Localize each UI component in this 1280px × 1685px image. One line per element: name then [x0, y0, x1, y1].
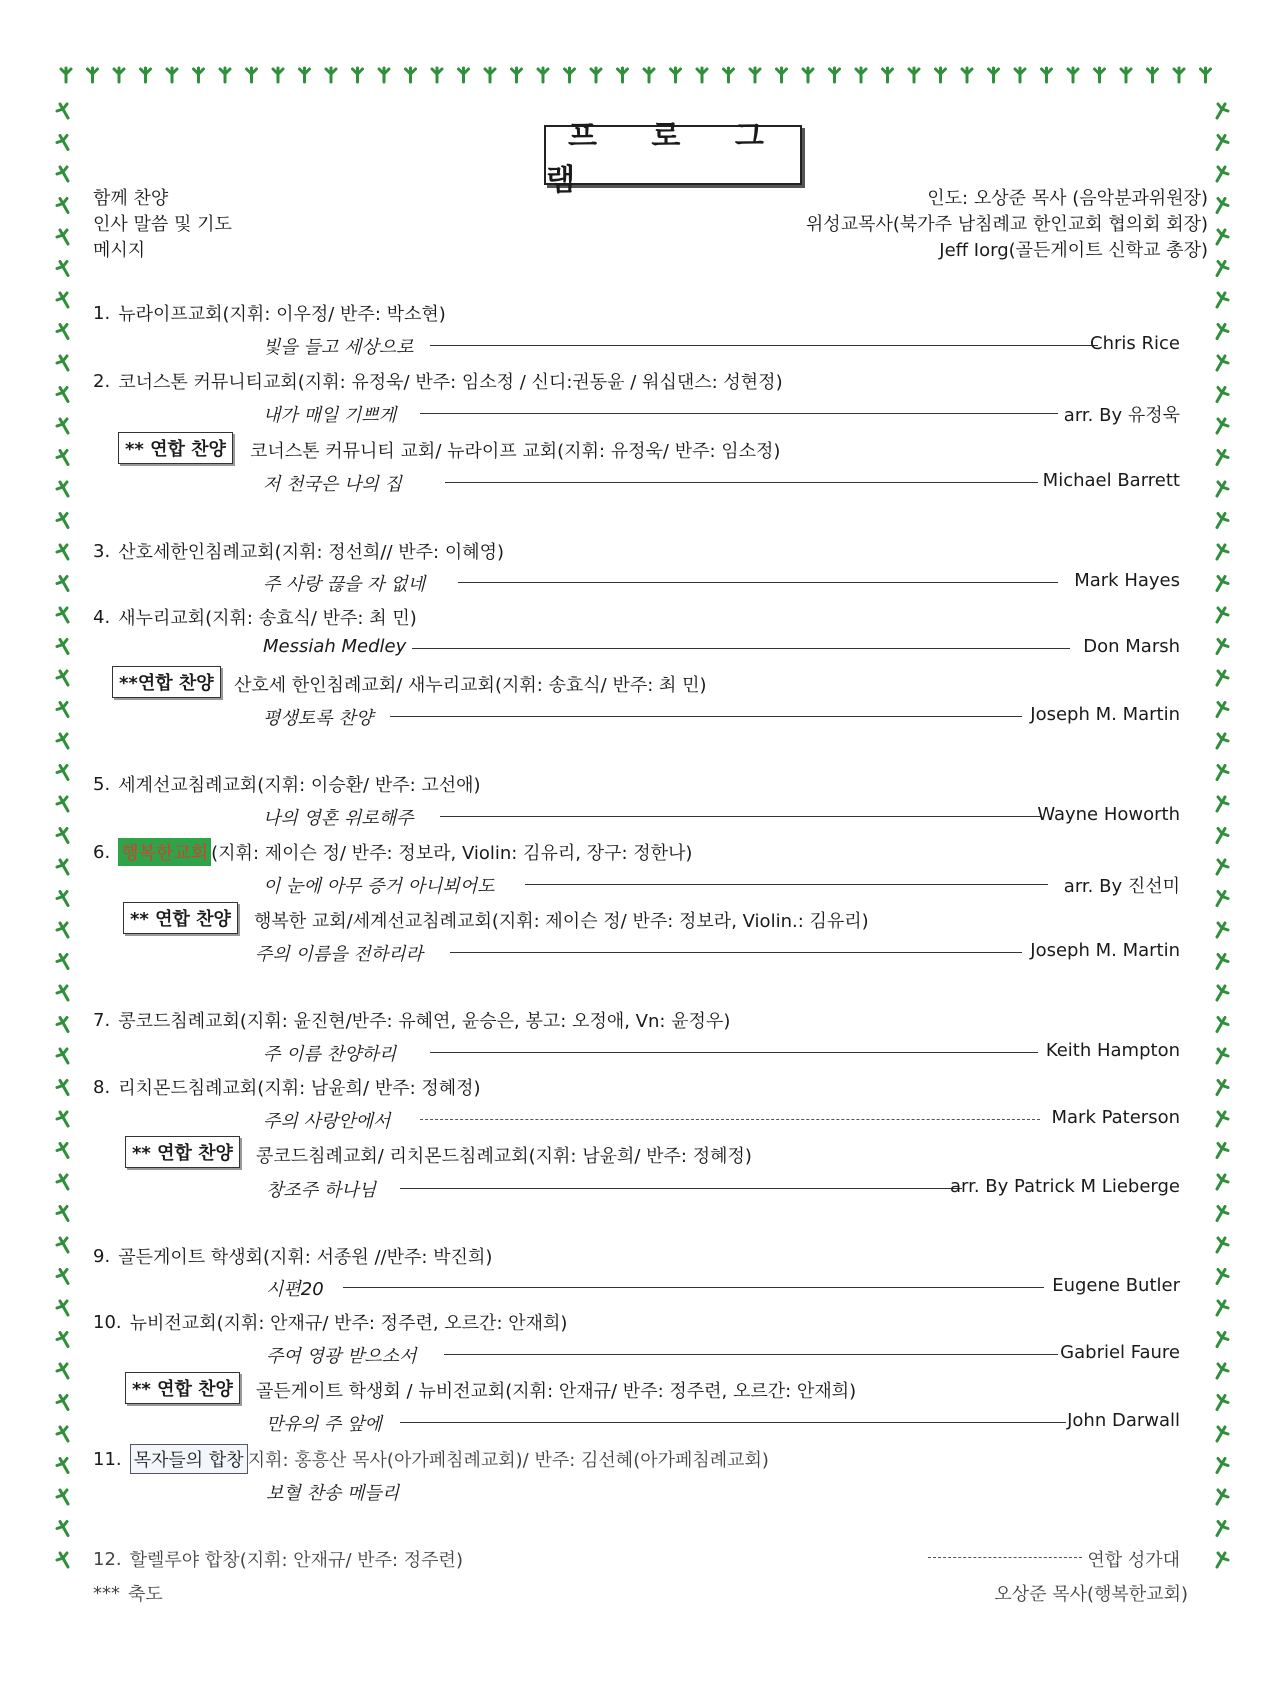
- vine-sprig-icon: [61, 68, 71, 82]
- vine-sprig-icon: [57, 1081, 68, 1095]
- vine-sprig-icon: [485, 68, 495, 82]
- song-title: 만유의 주 앞에: [266, 1414, 382, 1435]
- song-title: 보혈 찬송 메들리: [266, 1483, 400, 1504]
- vine-sprig-icon: [57, 797, 68, 811]
- leader-line: [928, 1557, 1082, 1558]
- vine-sprig-icon: [432, 68, 442, 82]
- vine-sprig-icon: [57, 451, 68, 465]
- vine-sprig-icon: [459, 68, 469, 82]
- vine-sprig-icon: [830, 68, 840, 82]
- entry-performer: 뉴라이프교회(지휘: 이우정/ 반주: 박소현): [118, 304, 446, 325]
- vine-sprig-icon: [406, 68, 416, 82]
- vine-sprig-icon: [57, 734, 68, 748]
- vine-sprig-icon: [57, 1333, 68, 1347]
- entry-performer: 골든게이트 학생회(지휘: 서종원 //반주: 박진희): [118, 1247, 493, 1268]
- vine-sprig-icon: [167, 68, 177, 82]
- vine-sprig-icon: [57, 1459, 68, 1473]
- vine-sprig-icon: [379, 68, 389, 82]
- entry-number: 2.: [93, 370, 111, 392]
- entry-performer: 리치몬드침례교회(지휘: 남윤희/ 반주: 정혜정): [118, 1078, 481, 1099]
- leader-line: [343, 1287, 1044, 1288]
- composer: Don Marsh: [1083, 636, 1180, 657]
- vine-sprig-icon: [57, 104, 68, 118]
- vine-sprig-icon: [1217, 1333, 1228, 1347]
- vine-sprig-icon: [1217, 230, 1228, 244]
- vine-sprig-icon: [57, 986, 68, 1000]
- vine-sprig-icon: [1095, 68, 1105, 82]
- vine-sprig-icon: [57, 577, 68, 591]
- left-vine-border: [52, 100, 82, 1600]
- vine-sprig-icon: [1217, 419, 1228, 433]
- vine-sprig-icon: [1217, 1490, 1228, 1504]
- vine-sprig-icon: [57, 388, 68, 402]
- entry-number: 4.: [93, 606, 111, 628]
- vine-sprig-icon: [57, 325, 68, 339]
- vine-sprig-icon: [1217, 671, 1228, 685]
- program-entry: [93, 1444, 769, 1474]
- vine-sprig-icon: [57, 1112, 68, 1126]
- vine-sprig-icon: [1068, 68, 1078, 82]
- vine-sprig-icon: [1217, 293, 1228, 307]
- song-title: 주 이름 찬양하리: [263, 1044, 397, 1065]
- vine-sprig-icon: [57, 545, 68, 559]
- program-entry: [93, 604, 417, 630]
- joint-praise-label: ** 연합 찬양: [118, 432, 233, 464]
- vine-sprig-icon: [57, 356, 68, 370]
- vine-sprig-icon: [1217, 892, 1228, 906]
- intro-leader: 인도: 오상준 목사 (음악분과위원장): [927, 188, 1208, 209]
- song-title: 저 천국은 나의 집: [263, 474, 402, 495]
- entry-number: 7.: [93, 1009, 111, 1031]
- vine-sprig-icon: [57, 1238, 68, 1252]
- vine-sprig-icon: [618, 68, 628, 82]
- program-entry: [93, 771, 481, 797]
- vine-sprig-icon: [141, 68, 151, 82]
- vine-sprig-icon: [57, 703, 68, 717]
- song-title: 이 눈에 아무 증거 아니뵈어도: [263, 876, 495, 897]
- program-entry: [93, 538, 504, 564]
- vine-sprig-icon: [57, 230, 68, 244]
- composer: Wayne Howorth: [1037, 804, 1180, 825]
- entry-performer: 산호세한인침례교회(지휘: 정선희// 반주: 이혜영): [118, 542, 505, 563]
- leader-line: [450, 952, 1022, 953]
- program-entry: [93, 1546, 463, 1572]
- vine-sprig-icon: [1148, 68, 1158, 82]
- vine-sprig-icon: [1217, 1238, 1228, 1252]
- leader-line: [525, 884, 1048, 885]
- composer: Joseph M. Martin: [1030, 940, 1180, 961]
- vine-sprig-icon: [909, 68, 919, 82]
- vine-sprig-icon: [353, 68, 363, 82]
- intro-leader: Jeff Iorg(골든게이트 신학교 총장): [939, 240, 1208, 261]
- vine-sprig-icon: [1217, 1301, 1228, 1315]
- vine-sprig-icon: [57, 167, 68, 181]
- intro-item: 인사 말씀 및 기도: [93, 214, 232, 235]
- right-vine-border: [1203, 100, 1233, 1600]
- vine-sprig-icon: [247, 68, 257, 82]
- vine-sprig-icon: [803, 68, 813, 82]
- vine-sprig-icon: [1217, 797, 1228, 811]
- joint-praise-text: 콩코드침례교회/ 리치몬드침례교회(지휘: 남윤희/ 반주: 정혜정): [256, 1146, 752, 1167]
- leader-line: [400, 1422, 1066, 1423]
- vine-sprig-icon: [57, 1144, 68, 1158]
- composer: Keith Hampton: [1045, 1040, 1180, 1061]
- intro-leaders: [806, 186, 1208, 264]
- vine-sprig-icon: [57, 955, 68, 969]
- entry-number: 5.: [93, 773, 111, 795]
- vine-sprig-icon: [1217, 860, 1228, 874]
- program-entry: [93, 1580, 163, 1606]
- vine-sprig-icon: [1042, 68, 1052, 82]
- vine-sprig-icon: [57, 1427, 68, 1441]
- composer: 오상준 목사(행복한교회): [994, 1584, 1188, 1605]
- entry-performer: 할렐루야 합창(지휘: 안재규/ 반주: 정주련): [129, 1550, 463, 1571]
- vine-sprig-icon: [1174, 68, 1184, 82]
- entry-number: ***: [93, 1582, 120, 1604]
- vine-sprig-icon: [1217, 1049, 1228, 1063]
- vine-sprig-icon: [962, 68, 972, 82]
- vine-sprig-icon: [1217, 829, 1228, 843]
- vine-sprig-icon: [1217, 1175, 1228, 1189]
- vine-sprig-icon: [1217, 1364, 1228, 1378]
- leader-line: [390, 716, 1022, 717]
- vine-sprig-icon: [326, 68, 336, 82]
- vine-sprig-icon: [57, 514, 68, 528]
- vine-sprig-icon: [57, 199, 68, 213]
- vine-sprig-icon: [1217, 1396, 1228, 1410]
- joint-praise-label: ** 연합 찬양: [123, 902, 238, 934]
- vine-sprig-icon: [1217, 1207, 1228, 1221]
- joint-praise-text: 산호세 한인침례교회/ 새누리교회(지휘: 송효식/ 반주: 최 민): [234, 675, 707, 696]
- leader-line: [420, 413, 1058, 414]
- song-title: 주의 이름을 전하리라: [255, 944, 423, 965]
- program-entry: [93, 838, 692, 866]
- church-highlight: 행복한교회: [118, 838, 211, 866]
- vine-sprig-icon: [1217, 482, 1228, 496]
- vine-sprig-icon: [1217, 545, 1228, 559]
- song-title: 주여 영광 받으소서: [266, 1346, 417, 1367]
- program-entry: [93, 1243, 492, 1269]
- vine-sprig-icon: [114, 68, 124, 82]
- vine-sprig-icon: [1217, 136, 1228, 150]
- program-entry: [93, 300, 446, 326]
- joint-praise-label: ** 연합 찬양: [125, 1136, 240, 1168]
- vine-sprig-icon: [724, 68, 734, 82]
- joint-praise-label: ** 연합 찬양: [125, 1372, 240, 1404]
- vine-sprig-icon: [697, 68, 707, 82]
- leader-line: [445, 482, 1038, 483]
- intro-items: [93, 186, 232, 264]
- vine-sprig-icon: [57, 136, 68, 150]
- entry-performer: 축도: [128, 1584, 163, 1605]
- vine-sprig-icon: [57, 1207, 68, 1221]
- vine-sprig-icon: [1217, 451, 1228, 465]
- vine-sprig-icon: [57, 860, 68, 874]
- vine-sprig-icon: [57, 766, 68, 780]
- entry-number: 8.: [93, 1076, 111, 1098]
- vine-sprig-icon: [1217, 1081, 1228, 1095]
- composer: Joseph M. Martin: [1030, 704, 1180, 725]
- vine-sprig-icon: [57, 293, 68, 307]
- vine-sprig-icon: [1217, 1427, 1228, 1441]
- vine-sprig-icon: [57, 1175, 68, 1189]
- vine-sprig-icon: [1217, 640, 1228, 654]
- entry-number: 10.: [93, 1311, 122, 1333]
- vine-sprig-icon: [194, 68, 204, 82]
- vine-sprig-icon: [1217, 1018, 1228, 1032]
- vine-sprig-icon: [1217, 1144, 1228, 1158]
- vine-sprig-icon: [1217, 1459, 1228, 1473]
- composer: arr. By 진선미: [1063, 876, 1180, 897]
- vine-sprig-icon: [644, 68, 654, 82]
- entry-number: 6.: [93, 841, 111, 863]
- vine-sprig-icon: [1121, 68, 1131, 82]
- vine-sprig-icon: [1217, 703, 1228, 717]
- song-title: 시편20: [266, 1279, 324, 1300]
- leader-line: [458, 582, 1058, 583]
- vine-sprig-icon: [1217, 1270, 1228, 1284]
- vine-sprig-icon: [220, 68, 230, 82]
- entry-performer: 뉴비전교회(지휘: 안재규/ 반주: 정주련, 오르간: 안재희): [129, 1313, 568, 1334]
- vine-sprig-icon: [1217, 923, 1228, 937]
- composer: Chris Rice: [1090, 333, 1180, 354]
- vine-sprig-icon: [671, 68, 681, 82]
- leader-line: [430, 345, 1098, 346]
- entry-performer: 지휘: 홍흥산 목사(아가페침례교회)/ 반주: 김선혜(아가페침례교회): [247, 1450, 769, 1471]
- composer: arr. By Patrick M Lieberge: [949, 1176, 1180, 1197]
- song-title: 창조주 하나님: [266, 1180, 377, 1201]
- vine-sprig-icon: [989, 68, 999, 82]
- vine-sprig-icon: [273, 68, 283, 82]
- vine-sprig-icon: [1217, 325, 1228, 339]
- vine-sprig-icon: [88, 68, 98, 82]
- vine-sprig-icon: [1217, 955, 1228, 969]
- song-title: 내가 매일 기쁘게: [263, 405, 397, 426]
- choir-label-box: 목자들의 합창: [130, 1444, 248, 1474]
- song-title: 빛을 들고 세상으로: [263, 337, 414, 358]
- vine-sprig-icon: [57, 923, 68, 937]
- leader-line: [440, 816, 1042, 817]
- vine-sprig-icon: [57, 1553, 68, 1567]
- composer: Gabriel Faure: [1060, 1342, 1180, 1363]
- song-title: 주의 사랑안에서: [263, 1111, 391, 1132]
- entry-performer: 코너스톤 커뮤니티교회(지휘: 유정욱/ 반주: 임소정 / 신디:권동윤 / 워십댄스: 성현정): [118, 372, 783, 393]
- joint-praise-text: 골든게이트 학생회 / 뉴비전교회(지휘: 안재규/ 반주: 정주련, 오르간: 안재희): [256, 1381, 857, 1402]
- leader-line: [400, 1188, 962, 1189]
- intro-item: 메시지: [93, 240, 146, 261]
- vine-sprig-icon: [512, 68, 522, 82]
- composer: Mark Hayes: [1074, 570, 1180, 591]
- composer: Michael Barrett: [1042, 470, 1180, 491]
- vine-sprig-icon: [1217, 608, 1228, 622]
- vine-sprig-icon: [1217, 1553, 1228, 1567]
- vine-sprig-icon: [57, 608, 68, 622]
- vine-sprig-icon: [57, 1018, 68, 1032]
- joint-praise-text: 코너스톤 커뮤니티 교회/ 뉴라이프 교회(지휘: 유정욱/ 반주: 임소정): [250, 441, 781, 462]
- song-title: Messiah Medley: [263, 636, 407, 657]
- vine-sprig-icon: [1217, 104, 1228, 118]
- program-entry: [93, 1007, 730, 1033]
- leader-line: [444, 1354, 1058, 1355]
- composer: 연합 성가대: [1087, 1550, 1180, 1571]
- vine-sprig-icon: [57, 1364, 68, 1378]
- vine-sprig-icon: [57, 262, 68, 276]
- vine-sprig-icon: [750, 68, 760, 82]
- entry-number: 9.: [93, 1245, 111, 1267]
- vine-sprig-icon: [57, 482, 68, 496]
- vine-sprig-icon: [1217, 577, 1228, 591]
- vine-sprig-icon: [57, 1270, 68, 1284]
- program-title: 프 로 그 램: [544, 125, 802, 185]
- top-vine-border: [48, 62, 1238, 92]
- vine-sprig-icon: [538, 68, 548, 82]
- intro-leader: 위성교목사(북가주 남침례교 한인교회 협의회 회장): [805, 214, 1208, 235]
- vine-sprig-icon: [1217, 766, 1228, 780]
- joint-praise-label: **연합 찬양: [112, 666, 221, 698]
- composer: John Darwall: [1067, 1410, 1180, 1431]
- entry-number: 1.: [93, 302, 111, 324]
- entry-performer: (지휘: 제이슨 정/ 반주: 정보라, Violin: 김유리, 장구: 정한나): [211, 843, 693, 864]
- composer: Eugene Butler: [1052, 1275, 1180, 1296]
- vine-sprig-icon: [565, 68, 575, 82]
- vine-sprig-icon: [1217, 199, 1228, 213]
- vine-sprig-icon: [57, 1522, 68, 1536]
- vine-sprig-icon: [57, 640, 68, 654]
- vine-sprig-icon: [57, 419, 68, 433]
- leader-line: [412, 648, 1070, 649]
- entry-performer: 콩코드침례교회(지휘: 윤진현/반주: 유혜연, 윤승은, 봉고: 오정애, Vn: 윤정우): [118, 1011, 731, 1032]
- vine-sprig-icon: [57, 671, 68, 685]
- vine-sprig-icon: [1217, 1522, 1228, 1536]
- program-entry: [93, 1309, 567, 1335]
- vine-sprig-icon: [57, 1396, 68, 1410]
- vine-sprig-icon: [1217, 734, 1228, 748]
- vine-sprig-icon: [1217, 388, 1228, 402]
- program-entry: [93, 368, 783, 394]
- vine-sprig-icon: [300, 68, 310, 82]
- vine-sprig-icon: [1217, 1112, 1228, 1126]
- song-title: 나의 영혼 위로해주: [263, 808, 414, 829]
- leader-line: [420, 1119, 1040, 1120]
- entry-performer: 세계선교침례교회(지휘: 이승환/ 반주: 고선애): [118, 775, 481, 796]
- vine-sprig-icon: [57, 1301, 68, 1315]
- leader-line: [430, 1052, 1038, 1053]
- composer: Mark Paterson: [1051, 1107, 1180, 1128]
- vine-sprig-icon: [57, 1049, 68, 1063]
- entry-number: 12.: [93, 1548, 122, 1570]
- song-title: 평생토록 찬양: [263, 708, 374, 729]
- vine-sprig-icon: [1217, 262, 1228, 276]
- vine-sprig-icon: [57, 1490, 68, 1504]
- vine-sprig-icon: [1217, 514, 1228, 528]
- vine-sprig-icon: [856, 68, 866, 82]
- vine-sprig-icon: [936, 68, 946, 82]
- vine-sprig-icon: [1015, 68, 1025, 82]
- vine-sprig-icon: [883, 68, 893, 82]
- song-title: 주 사랑 끊을 자 없네: [263, 574, 425, 595]
- vine-sprig-icon: [591, 68, 601, 82]
- vine-sprig-icon: [1201, 68, 1211, 82]
- vine-sprig-icon: [57, 829, 68, 843]
- program-entry: [93, 1074, 481, 1100]
- joint-praise-text: 행복한 교회/세계선교침례교회(지휘: 제이슨 정/ 반주: 정보라, Violin.: 김유리): [254, 911, 869, 932]
- vine-sprig-icon: [1217, 167, 1228, 181]
- vine-sprig-icon: [777, 68, 787, 82]
- composer: arr. By 유정욱: [1063, 405, 1180, 426]
- entry-number: 3.: [93, 540, 111, 562]
- entry-number: 11.: [93, 1448, 122, 1470]
- vine-sprig-icon: [57, 892, 68, 906]
- entry-performer: 새누리교회(지휘: 송효식/ 반주: 최 민): [118, 608, 417, 629]
- vine-sprig-icon: [1217, 356, 1228, 370]
- intro-item: 함께 찬양: [93, 188, 169, 209]
- vine-sprig-icon: [1217, 986, 1228, 1000]
